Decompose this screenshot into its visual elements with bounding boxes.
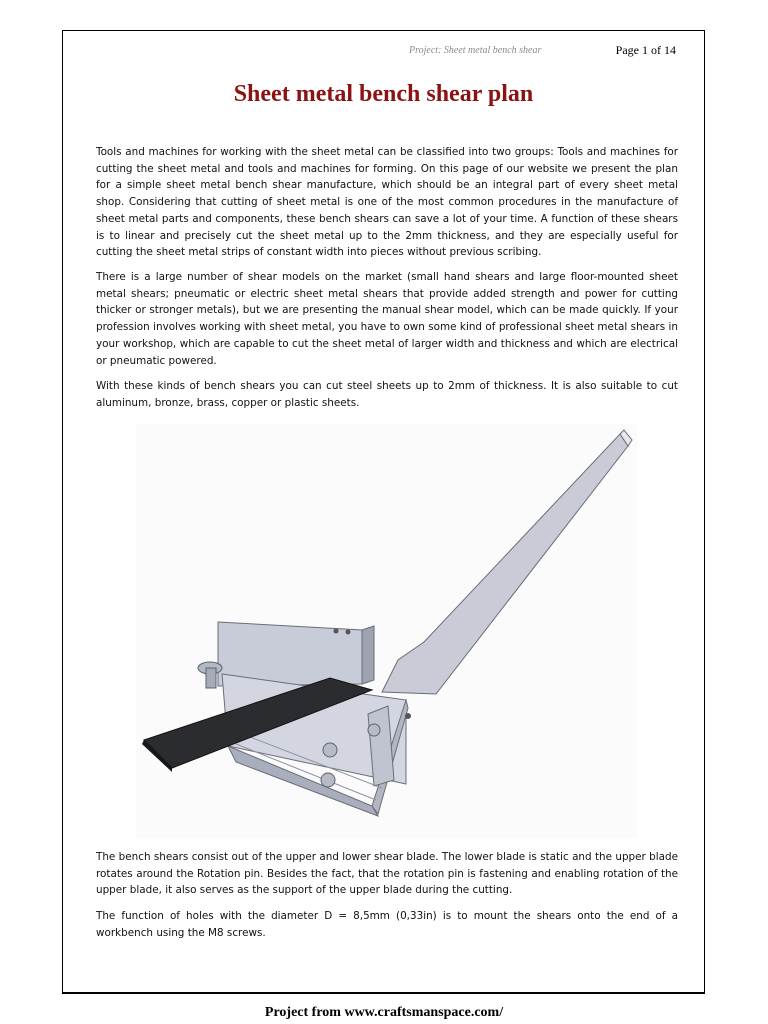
page-title: Sheet metal bench shear plan [233, 81, 534, 107]
header-page-number: Page 1 of 14 [615, 43, 676, 57]
bolt-icon [323, 743, 337, 757]
paragraph-blades: The bench shears consist out of the upper and lower shear blade. The lower blade is static and the upper blade rotates around the Rotation pin. Besides the fact, that the rotation pin is fastening and enabling rotation of the upper blade, it also serves as the support of the upper blade during the cutting. [96, 851, 678, 897]
paragraph-capacity: With these kinds of bench shears you can cut steel sheets up to 2mm of thickness. It is also suitable to cut aluminum, bronze, brass, copper or plastic sheets. [96, 380, 678, 409]
bolt-icon [368, 724, 380, 736]
page-footer: Project from www.craftsmanspace.com/ [264, 1005, 504, 1020]
header-project: Project: Sheet metal bench shear [409, 45, 542, 56]
paragraph-intro: Tools and machines for working with the sheet metal can be classified into two groups: Tools and machines for cutting the sheet metal and tools and machines for forming. On this page of our website we present the plan for a simple sheet metal bench shear manufacture, which should be an integral part of every sheet metal shop. Considering that cutting of sheet metal is one of the most common procedures in the manufacture of sheet metal parts and components, these bench shears can save a lot of your time. A function of these shears is to linear and precisely cut the sheet metal up to the 2mm thickness, and they are especially useful for cutting the sheet metal strips of constant width into pieces without previous scribing. [96, 146, 678, 259]
paragraph-mounting: The function of holes with the diameter D = 8,5mm (0,33in) is to mount the shears onto the end of a workbench using the M8 screws. [96, 910, 678, 939]
handle-lever [382, 434, 628, 694]
bolt-icon [321, 773, 335, 787]
document-page [62, 30, 705, 994]
paragraph-market: There is a large number of shear models on the market (small hand shears and large floor-mounted sheet metal shears; pneumatic or electric sheet metal shears that provide added strength and power for cutting thicker or stronger metals), but we are presenting the manual shear model, which can be made quickly. If your profession involves working with sheet metal, you have to own some kind of professional sheet metal shears in your workshop, which are capable to cut the sheet metal of larger width and thickness and which are electrical or pneumatic powered. [96, 271, 678, 367]
bench-shear-illustration [136, 424, 637, 838]
